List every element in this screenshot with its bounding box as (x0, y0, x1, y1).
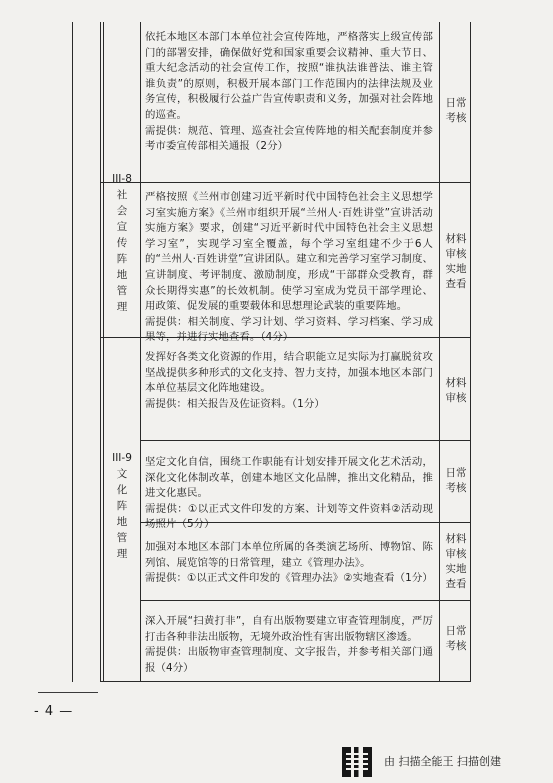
requirement-text: 加强对本地区本部门本单位所属的各类演艺场所、博物馆、陈列馆、展览馆等的日常管理，建立《管理办法》。 (145, 541, 433, 569)
evidence-note: 需提供：相关制度、学习计划、学习资料、学习档案、学习成果等，并进行实地查看。（4分） (145, 315, 433, 344)
table-row (145, 540, 433, 587)
table-row (145, 30, 433, 155)
table-row (145, 455, 433, 533)
assessment-method: 材料审核实地查看 (445, 533, 467, 590)
assessment-method: 日常考核 (445, 97, 467, 124)
item-label-iii-9 (104, 450, 140, 562)
requirement-text: 坚定文化自信，围绕工作职能有计划安排开展文化艺术活动，深化文化体制改革，创建本地区文化品牌，推出文化精品，推进文化惠民。 (145, 456, 433, 500)
item-name: 社会宣传阵地管理 (116, 189, 128, 313)
page-number: - 4 — (34, 704, 74, 719)
item-code: III-8 (112, 173, 132, 185)
evidence-note: 需提供：出版物审查管理制度、文字报告，并参考相关部门通报（4分） (145, 646, 433, 674)
evidence-note: 需提供：相关报告及佐证资料。（1分） (145, 397, 325, 410)
table-row (145, 350, 433, 412)
scanner-watermark: 由 扫描全能王 扫描创建 (384, 755, 501, 768)
item-label-iii-8 (104, 171, 140, 315)
evidence-note: 需提供：规范、管理、巡查社会宣传阵地的相关配套制度并参考市委宣传部相关通报（2分） (145, 124, 433, 153)
footer-rule (38, 692, 98, 693)
table-border (140, 440, 470, 441)
table-border (140, 22, 141, 682)
table-border (100, 22, 101, 682)
evidence-note: 需提供：①以正式文件印发的方案、计划等文件资料②活动现场照片（5分） (145, 502, 433, 531)
table-border (100, 681, 470, 682)
requirement-text: 依托本地区本部门本单位社会宣传阵地，严格落实上级宣传部门的部署安排，确保做好党和国家重要会议精神、重大节日、重大纪念活动的社会宣传工作，按照“谁执法谁普法、谁主管谁负责”的原则，积极开展本部门工作范围内的法律法规及业务宣传，积极履行公益广告宣传职责和义务，加强对社会阵地的巡查。 (145, 31, 433, 121)
evidence-note: 需提供：①以正式文件印发的《管理办法》②实地查看（1分） (145, 572, 433, 585)
table-border (439, 22, 440, 682)
assessment-method: 日常考核 (445, 625, 467, 652)
table-border (140, 600, 470, 601)
item-name: 文化阵地管理 (116, 468, 128, 560)
qr-code-icon (342, 747, 372, 777)
table-border (103, 22, 104, 682)
assessment-method: 日常考核 (445, 467, 467, 494)
assessment-method: 材料审核 (445, 377, 467, 404)
item-code: III-9 (112, 452, 132, 464)
requirement-text: 严格按照《兰州市创建习近平新时代中国特色社会主义思想学习室实施方案》《兰州市组织开展“兰州人·百姓讲堂”宣讲活动实施方案》要求，创建“习近平新时代中国特色社会主义思想学习室”，实现学习室全覆盖，每个学习室组建不少于6人的“兰州人·百姓讲堂”宣讲团队。建立和完善学习室学习制度、宣讲制度、考评制度、激励制度，形成“干部群众受教育，群众长期得实惠”的长效机制。使学习室成为党员干部学理论、用政策、促发展的重要载体和思想理论武装的重要阵地。 (145, 191, 433, 313)
table-border (72, 22, 73, 682)
requirement-text: 发挥好各类文化资源的作用，结合职能立足实际为打赢脱贫攻坚战提供多种形式的文化支持、智力支持，加强本地区本部门本单位基层文化阵地建设。 (145, 351, 433, 395)
table-row (145, 614, 433, 676)
table-row (145, 190, 433, 346)
requirement-text: 深入开展“扫黄打非”，自有出版物要建立审查管理制度，严厉打击各种非法出版物，无境外政治性有害出版物辖区渗透。 (145, 615, 433, 643)
table-border (100, 182, 470, 183)
assessment-method: 材料审核实地查看 (445, 233, 467, 290)
